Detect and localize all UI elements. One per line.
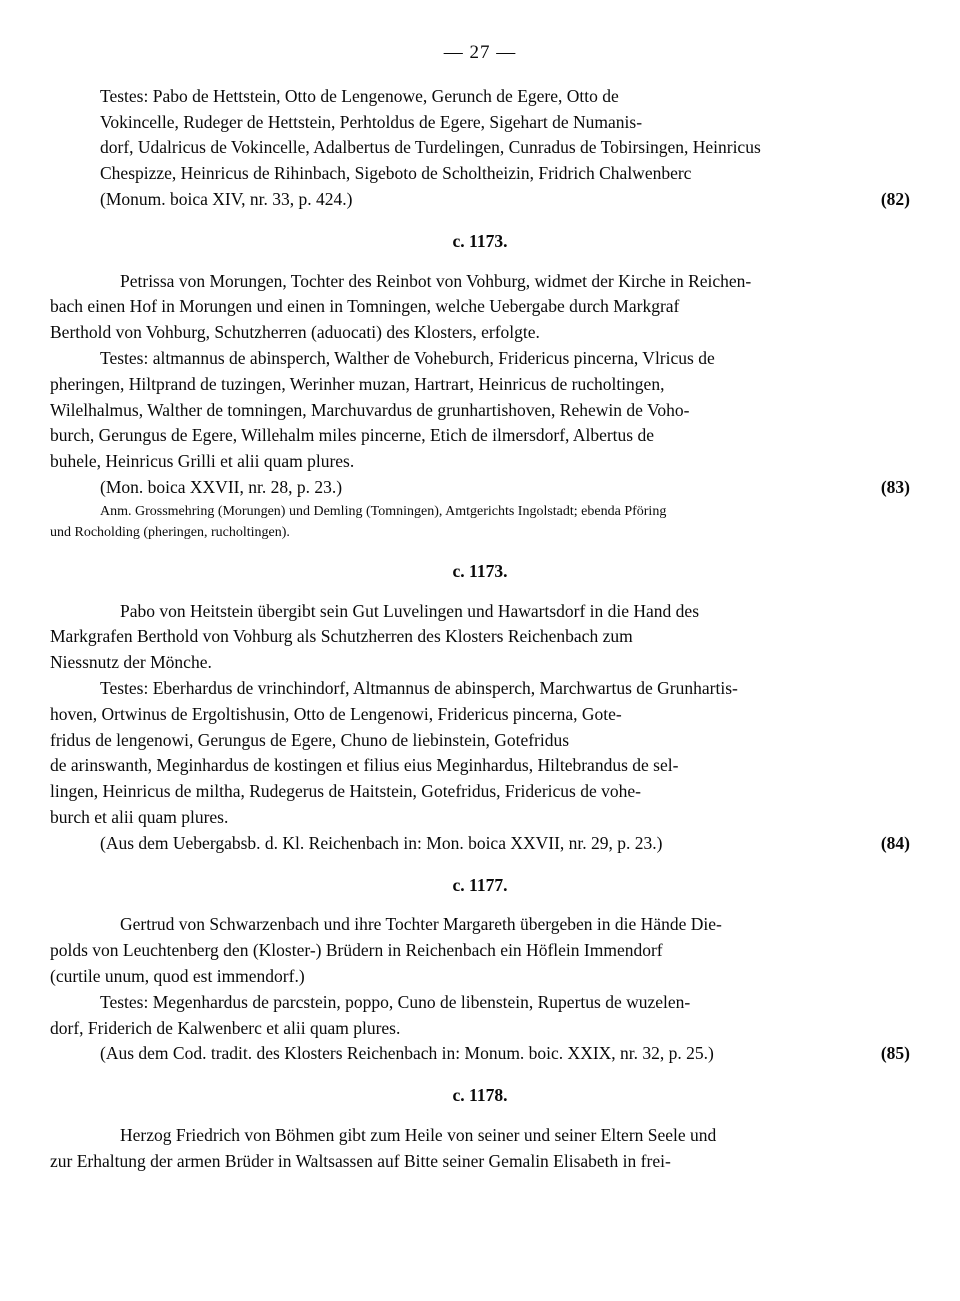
note-line: Anm. Grossmehring (Morungen) und Demling (Tomningen), Amtgerichts Ingolstadt; ebenda Pföring <box>100 503 667 519</box>
document-page <box>50 40 910 1174</box>
text-line: Herzog Friedrich von Böhmen gibt zum Heile von seiner und seiner Eltern Seele und <box>120 1124 717 1145</box>
testes-84-cont <box>50 702 910 831</box>
text-line: Testes: Eberhardus de vrinchindorf, Altmannus de abinsperch, Marchwartus de Grunhartis- <box>100 677 738 698</box>
entry-text-84 <box>50 599 910 676</box>
text-line: buhele, Heinricus Grilli et alii quam plures. <box>50 451 355 472</box>
entry-text-83 <box>50 269 910 346</box>
entry-number: (82) <box>880 188 910 209</box>
entry-number: (83) <box>880 476 910 497</box>
entry-number: (84) <box>880 832 910 853</box>
text-line: (curtile unum, quod est immendorf.) <box>50 965 305 986</box>
text-line: zur Erhaltung der armen Brüder in Waltsassen auf Bitte seiner Gemalin Elisabeth in frei- <box>50 1150 671 1171</box>
entry-date: c. 1178. <box>452 1085 508 1106</box>
text-line: burch, Gerungus de Egere, Willehalm miles pincerne, Etich de ilmersdorf, Albertus de <box>50 425 654 446</box>
testes-83 <box>50 346 910 372</box>
text-line: polds von Leuchtenberg den (Kloster-) Brüdern in Reichenbach ein Höflein Immendorf <box>50 940 663 961</box>
annotation-note <box>50 501 910 543</box>
entry-date: c. 1173. <box>452 230 508 251</box>
text-line: Niessnutz der Mönche. <box>50 652 212 673</box>
text-line: bach einen Hof in Morungen und einen in Tomningen, welche Uebergabe durch Markgraf <box>50 296 680 317</box>
text-line: Petrissa von Morungen, Tochter des Reinbot von Vohburg, widmet der Kirche in Reichen- <box>120 270 752 291</box>
text-line: Testes: Pabo de Hettstein, Otto de Lengenowe, Gerunch de Egere, Otto de <box>100 85 619 106</box>
text-line: Chespizze, Heinricus de Rihinbach, Sigeboto de Scholtheizin, Fridrich Chalwenberc <box>100 163 692 184</box>
entry-number: (85) <box>880 1043 910 1064</box>
source-citation: (Monum. boica XIV, nr. 33, p. 424.) <box>100 188 353 209</box>
text-line: Testes: Megenhardus de parcstein, poppo, Cuno de libenstein, Rupertus de wuzelen- <box>100 991 691 1012</box>
text-line: Pabo von Heitstein übergibt sein Gut Luvelingen und Hawartsdorf in die Hand des <box>120 600 700 621</box>
text-line: pheringen, Hiltprand de tuzingen, Werinher muzan, Hartrart, Heinricus de rucholtingen, <box>50 373 665 394</box>
text-line: fridus de lengenowi, Gerungus de Egere, Chuno de liebinstein, Gotefridus <box>50 729 570 750</box>
text-line: burch et alii quam plures. <box>50 806 229 827</box>
text-line: Markgrafen Berthold von Vohburg als Schutzherren des Klosters Reichenbach zum <box>50 626 633 647</box>
entry-date: c. 1177. <box>452 874 508 895</box>
text-line: Testes: altmannus de abinsperch, Walther de Voheburch, Fridericus pincerna, Vlricus de <box>100 347 715 368</box>
source-citation: (Mon. boica XXVII, nr. 28, p. 23.) <box>100 476 343 497</box>
text-line: Gertrud von Schwarzenbach und ihre Tochter Margareth übergeben in die Hände Die- <box>120 914 722 935</box>
page-number: — 27 — <box>443 42 517 63</box>
testes-83-cont <box>50 372 910 475</box>
text-line: de arinswanth, Meginhardus de kostingen et filius eius Meginhardus, Hiltebrandus de sel- <box>50 755 679 776</box>
entry-text-86 <box>50 1123 910 1175</box>
testes-85-cont <box>50 1016 910 1042</box>
testes-82 <box>50 84 910 187</box>
testes-84 <box>50 676 910 702</box>
text-line: Berthold von Vohburg, Schutzherren (aduocati) des Klosters, erfolgte. <box>50 322 540 343</box>
testes-85 <box>50 990 910 1016</box>
entry-text-85 <box>50 912 910 989</box>
text-line: lingen, Heinricus de miltha, Rudegerus de Haitstein, Gotefridus, Fridericus de vohe- <box>50 781 641 802</box>
text-line: dorf, Friderich de Kalwenberc et alii quam plures. <box>50 1017 401 1038</box>
text-line: hoven, Ortwinus de Ergoltishusin, Otto de Lengenowi, Fridericus pincerna, Gote- <box>50 703 622 724</box>
source-citation: (Aus dem Uebergabsb. d. Kl. Reichenbach in: Mon. boica XXVII, nr. 29, p. 23.) <box>100 832 663 853</box>
source-citation: (Aus dem Cod. tradit. des Klosters Reichenbach in: Monum. boic. XXIX, nr. 32, p. 25.) <box>100 1043 714 1064</box>
text-line: dorf, Udalricus de Vokincelle, Adalbertus de Turdelingen, Cunradus de Tobirsingen, Heinricus <box>100 137 761 158</box>
text-line: Wilelhalmus, Walther de tomningen, Marchuvardus de grunhartishoven, Rehewin de Voho- <box>50 399 690 420</box>
entry-date: c. 1173. <box>452 560 508 581</box>
note-line: und Rocholding (pheringen, rucholtingen). <box>50 524 290 540</box>
text-line: Vokincelle, Rudeger de Hettstein, Perhtoldus de Egere, Sigehart de Numanis- <box>100 111 643 132</box>
